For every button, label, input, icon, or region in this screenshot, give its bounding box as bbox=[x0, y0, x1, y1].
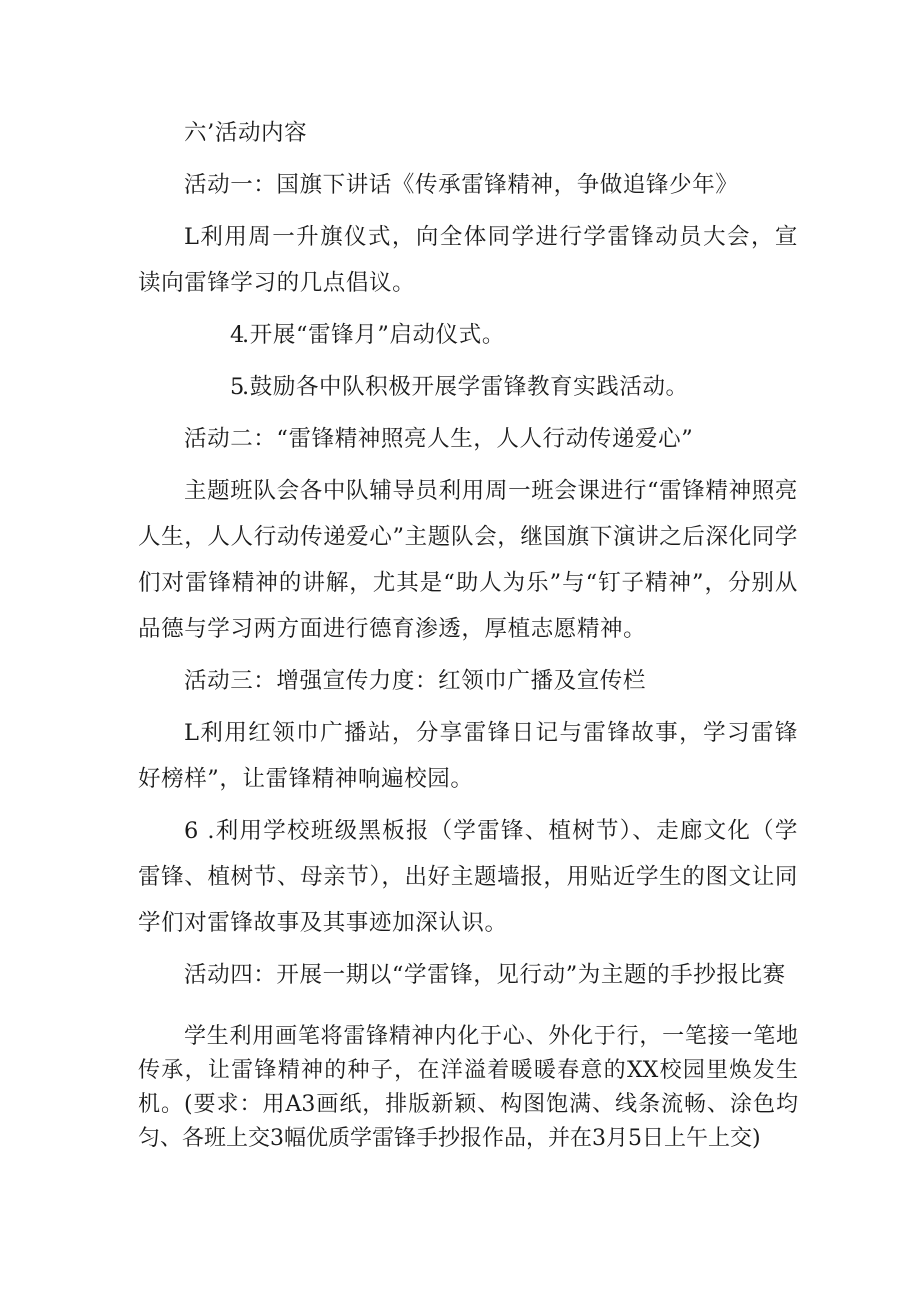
activity2-body: 主题班队会各中队辅导员利用周一班会课进行“雷锋精神照亮人生，人人行动传递爱心”主题队会，继国旗下演讲之后深化同学们对雷锋精神的讲解，尤其是“助人为乐”与“钉子精神”，分别从品德与学习两方面进行德育渗透，厚植志愿精神。 bbox=[138, 478, 798, 642]
activity1-item1: L利用周一升旗仪式，向全体同学进行学雷锋动员大会，宣读向雷锋学习的几点倡议。 bbox=[138, 224, 798, 296]
activity1-item4-text: .开展“雷锋月”启动仪式。 bbox=[242, 322, 505, 348]
document-body bbox=[138, 110, 798, 1162]
activity3-item6: 6 .利用学校班级黑板报（学雷锋、植树节）、走廊文化（学雷锋、植树节、母亲节），出好主题墙报，用贴近学生的图文让同学们对雷锋故事及其事迹加深认识。 bbox=[138, 818, 798, 936]
activity3-title: 活动三：增强宣传力度：红领巾广播及宣传栏 bbox=[184, 668, 647, 694]
activity4-title: 活动四：开展一期以“学雷锋，见行动”为主题的手抄报比赛 bbox=[184, 962, 786, 988]
activity4-body: 学生利用画笔将雷锋精神内化于心、外化于行，一笔接一笔地传承，让雷锋精神的种子，在洋溢着暖暖春意的XX校园里焕发生机。(要求：用A3画纸，排版新颖、构图饱满、线条流畅、涂色均匀、各班上交3幅优质学雷锋手抄报作品，并在3月5日上午上交) bbox=[138, 1024, 798, 1151]
activity1-item5 bbox=[138, 364, 798, 410]
activity1-item4-number: 4 bbox=[230, 322, 245, 348]
activity1-item5-number: 5 bbox=[230, 374, 245, 400]
section-heading: 六’活动内容 bbox=[184, 120, 308, 146]
activity3-item1: L利用红领巾广播站，分享雷锋日记与雷锋故事，学习雷锋好榜样”，让雷锋精神响遍校园。 bbox=[138, 720, 798, 792]
activity1-item4 bbox=[138, 312, 798, 358]
activity1-title: 活动一：国旗下讲话《传承雷锋精神，争做追锋少年》 bbox=[184, 172, 739, 198]
activity1-item5-text: .鼓励各中队积极开展学雷锋教育实践活动。 bbox=[242, 374, 689, 400]
activity2-title: 活动二：“雷锋精神照亮人生，人人行动传递爱心” bbox=[184, 426, 694, 452]
